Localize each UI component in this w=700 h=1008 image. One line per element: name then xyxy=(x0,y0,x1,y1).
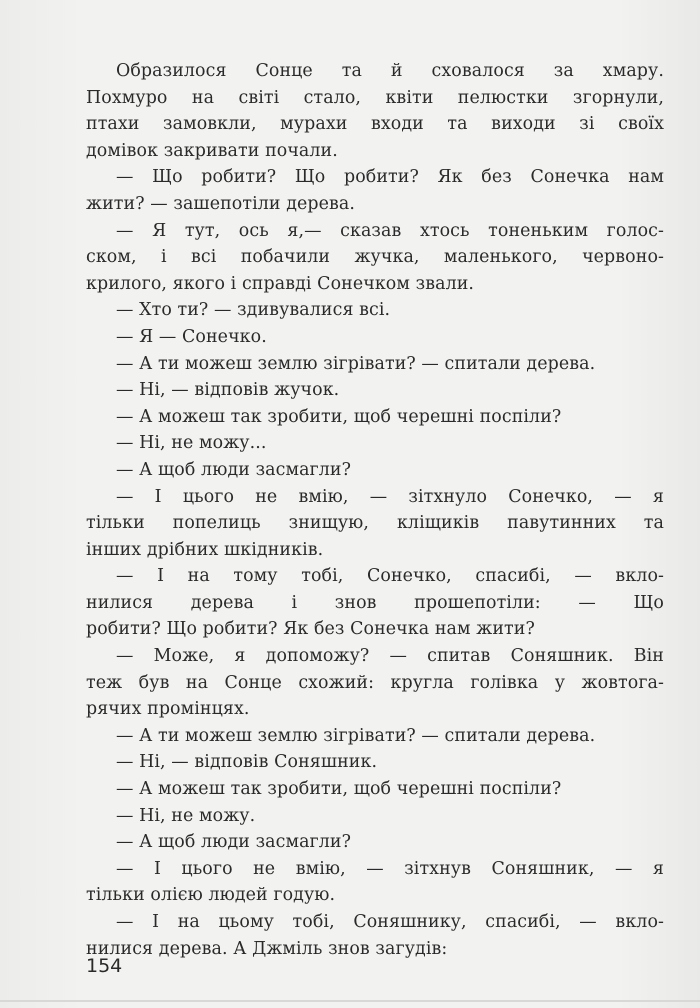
text-line: — Може, я допоможу? — спитав Соняшник. Він xyxy=(116,646,664,667)
text-line: рячих промінцях. xyxy=(86,699,250,720)
text-line: — Хто ти? — здивувалися всі. xyxy=(116,300,391,321)
text-line: — А ти можеш землю зігрівати? — спитали дерева. xyxy=(116,725,596,746)
text-line: — Ні, не можу. xyxy=(116,805,256,826)
text-line: — Я тут, ось я,— сказав хтось тоненьким голос- xyxy=(116,220,664,241)
text-line: нилися дерева і знов прошепотіли: — Що xyxy=(86,592,664,613)
text-line: нилися дерева. А Джміль знов загудів: xyxy=(86,938,448,959)
paragraph xyxy=(86,643,664,723)
paragraph xyxy=(86,351,664,378)
paragraph xyxy=(86,218,664,298)
paragraph xyxy=(86,430,664,457)
paragraph xyxy=(86,457,664,484)
text-line: домівок закривати почали. xyxy=(86,140,338,161)
text-line: — А можеш так зробити, щоб черешні поспіли? xyxy=(116,406,562,427)
paragraph xyxy=(86,803,664,830)
text-line: — І на цьому тобі, Соняшнику, спасибі, — вкло- xyxy=(116,912,664,932)
text-line: — Я — Сонечко. xyxy=(116,326,267,347)
page-edge xyxy=(0,1000,700,1002)
text-line: птахи замовкли, мурахи входи та виходи зі своїх xyxy=(86,114,664,135)
text-line: тільки попелиць знищую, кліщиків павутинних та xyxy=(86,513,664,534)
paragraph xyxy=(86,856,664,909)
text-line: теж був на Сонце схожий: кругла голівка у жовтога- xyxy=(86,672,664,693)
text-line: — А можеш так зробити, щоб черешні поспіли? xyxy=(116,779,562,800)
paragraph xyxy=(86,297,664,324)
text-line: — І цього не вмію, — зітхнуло Сонечко, — я xyxy=(116,486,664,507)
text-line: жити? — зашепотіли дерева. xyxy=(86,193,356,214)
text-line: тільки олією людей годую. xyxy=(86,885,336,906)
text-line: — Що робити? Що робити? Як без Сонечка нам xyxy=(116,167,664,188)
text-line: — А ти можеш землю зігрівати? — спитали дерева. xyxy=(116,353,596,374)
text-line: — А щоб люди засмагли? xyxy=(116,459,352,480)
paragraph xyxy=(86,776,664,803)
text-line: — Ні, — відповів жучок. xyxy=(116,380,340,401)
text-line: Образилося Сонце та й сховалося за хмару. xyxy=(116,61,664,81)
text-line: — А щоб люди засмагли? xyxy=(116,832,352,853)
text-line: — Ні, — відповів Соняшник. xyxy=(116,752,378,773)
paragraph xyxy=(86,58,664,164)
paragraph xyxy=(86,377,664,404)
text-line: ском, і всі побачили жучка, маленького, червоно- xyxy=(86,247,664,268)
paragraph xyxy=(86,829,664,856)
paragraph xyxy=(86,723,664,750)
paragraph xyxy=(86,164,664,217)
paragraph xyxy=(86,909,664,962)
text-line: — Ні, не можу... xyxy=(116,433,267,454)
page-number: 154 xyxy=(86,955,123,977)
paragraph xyxy=(86,324,664,351)
text-line: крилого, якого і справді Сонечком звали. xyxy=(86,273,475,294)
paragraph xyxy=(86,484,664,564)
paragraph xyxy=(86,749,664,776)
text-line: — І на тому тобі, Сонечко, спасибі, — вкло- xyxy=(116,566,664,587)
paragraph xyxy=(86,563,664,643)
text-line: — І цього не вмію, — зітхнув Соняшник, — я xyxy=(116,858,664,879)
text-line: Похмуро на світі стало, квіти пелюстки згорнули, xyxy=(86,87,664,108)
paragraph xyxy=(86,404,664,431)
story-text xyxy=(86,58,664,962)
text-line: робити? Що робити? Як без Сонечка нам жити? xyxy=(86,619,535,640)
text-line: інших дрібних шкідників. xyxy=(86,539,324,560)
